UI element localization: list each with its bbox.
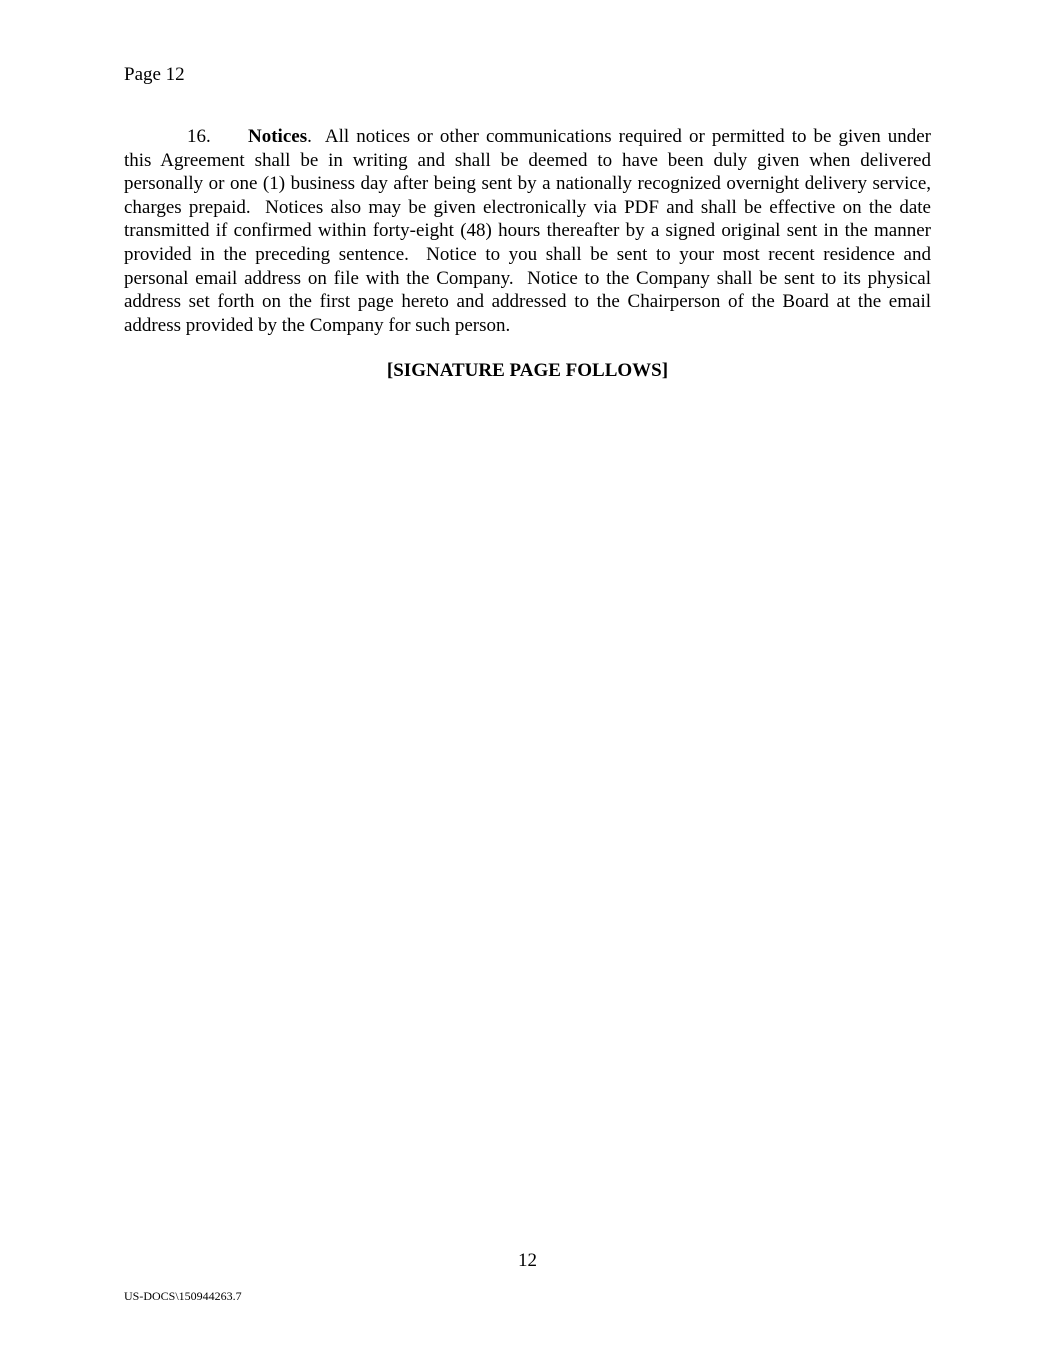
document-id: US-DOCS\150944263.7 xyxy=(124,1289,242,1303)
signature-page-follows: [SIGNATURE PAGE FOLLOWS] xyxy=(386,360,669,381)
section-heading-suffix: . xyxy=(307,126,312,147)
section-notices xyxy=(124,125,936,337)
page-number: 12 xyxy=(518,1250,537,1271)
section-number: 16. xyxy=(187,126,211,147)
section-body: All notices or other communications required or permitted to be given under this Agreement shall be in writing and shall be deemed to have been duly given when delivered personally or one (1) business day after being sent by a nationally recognized overnight delivery service, charges prepaid. Notices also may be given electronically via PDF and shall be effective on the date transmitted if confirmed within forty-eight (48) hours thereafter by a signed original sent in the manner provided in the preceding sentence. Notice to you shall be sent to your most recent residence and personal email address on file with the Company. Notice to the Company shall be sent to its physical address set forth on the first page hereto and addressed to the Chairperson of the Board at the email address provided by the Company for such person. xyxy=(124,126,936,336)
section-heading: Notices xyxy=(248,126,308,147)
page-header-label: Page 12 xyxy=(124,64,185,85)
